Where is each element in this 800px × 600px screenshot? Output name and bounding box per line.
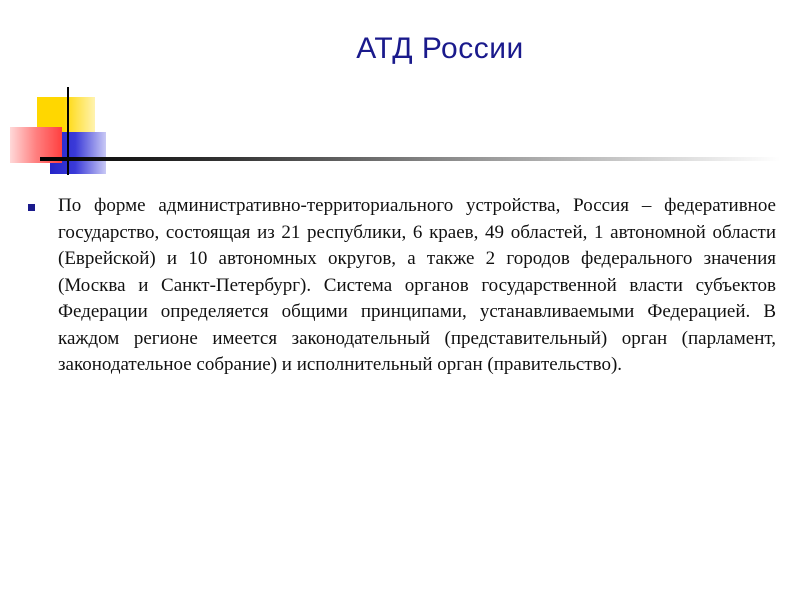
slide-title: АТД России bbox=[356, 32, 524, 65]
slide-body bbox=[28, 193, 776, 379]
title-decoration bbox=[0, 85, 800, 175]
body-paragraph: По форме административно-территориального устройства, Россия – федеративное государство, состоящая из 21 республики, 6 краев, 49 областей, 1 автономной области (Еврейской) и 10 автономных округов, а также 2 городов федерального значения (Москва и Санкт-Петербург). Система органов государственной власти субъектов Федерации определяется общими принципами, устанавливаемыми Федерацией. В каждом регионе имеется законодательный (представительный) орган (парламент, законодательное собрание) и исполнительный орган (правительство). bbox=[58, 195, 776, 375]
bullet-icon bbox=[28, 204, 35, 211]
vertical-rule bbox=[67, 87, 69, 175]
horizontal-rule bbox=[40, 157, 780, 161]
